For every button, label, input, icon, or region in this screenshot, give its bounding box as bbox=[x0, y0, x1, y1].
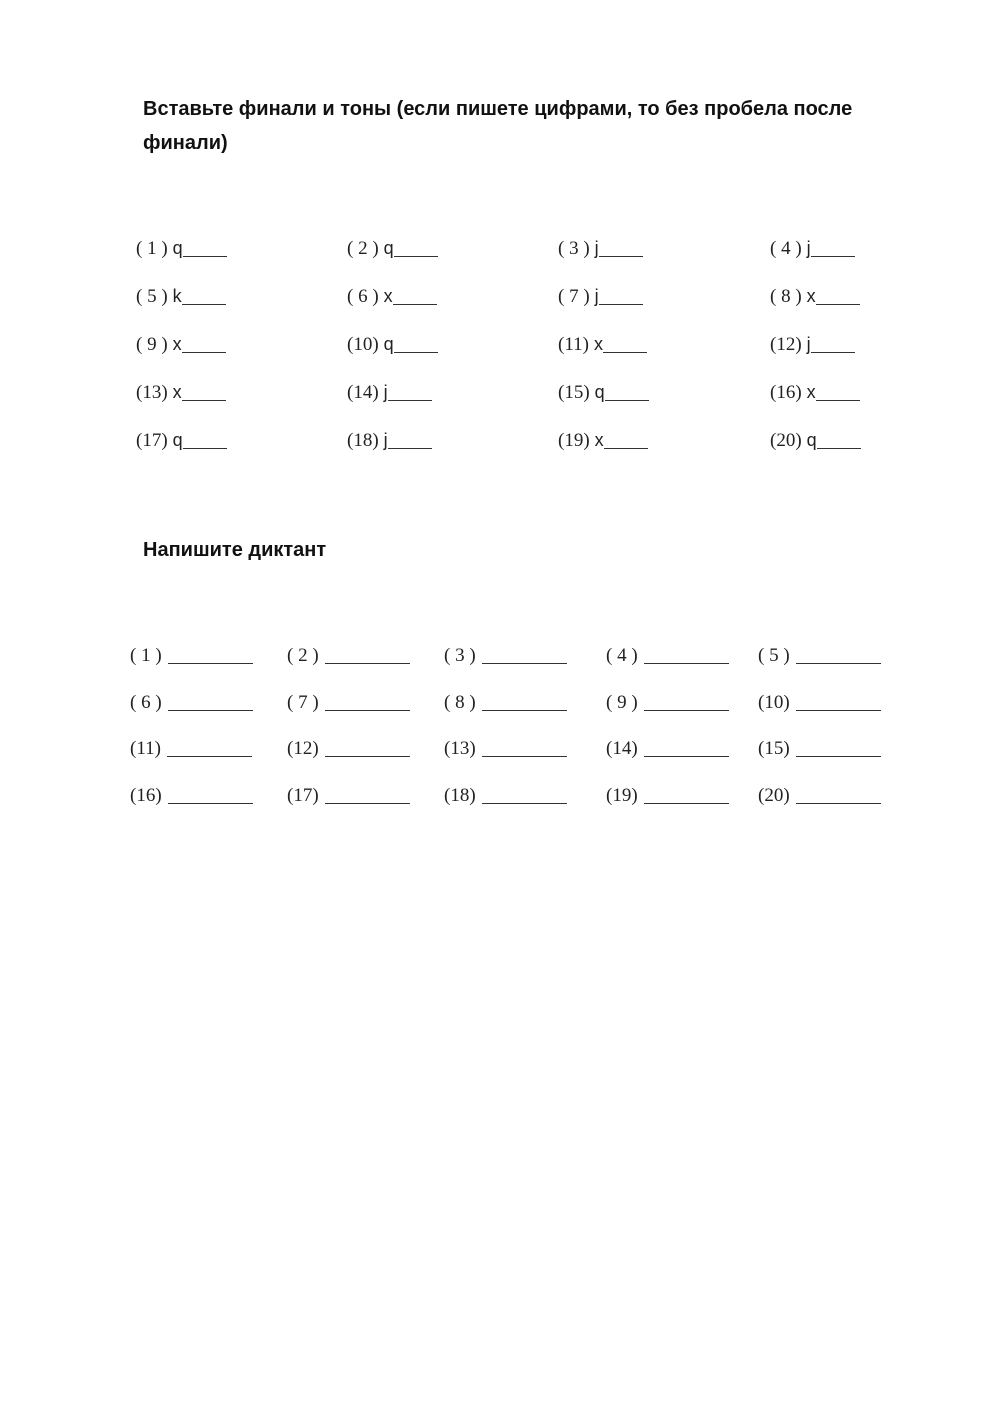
exercise-item bbox=[558, 430, 648, 452]
item-number: ( 7 ) bbox=[558, 286, 590, 307]
initial-letter: j bbox=[383, 430, 388, 450]
exercise-item bbox=[347, 382, 432, 404]
exercise-item bbox=[136, 286, 226, 308]
item-number: (17) bbox=[287, 784, 319, 806]
answer-blank[interactable] bbox=[644, 802, 729, 804]
dictation-item bbox=[444, 692, 567, 714]
exercise-item bbox=[558, 286, 643, 308]
exercise-item bbox=[136, 238, 227, 260]
answer-blank[interactable] bbox=[796, 662, 881, 664]
answer-blank[interactable] bbox=[644, 662, 729, 664]
exercise-item bbox=[770, 286, 860, 308]
item-number: ( 7 ) bbox=[287, 691, 319, 713]
item-number: (19) bbox=[558, 430, 590, 451]
initial-letter: q bbox=[594, 382, 605, 402]
exercise-item bbox=[770, 382, 860, 404]
answer-blank[interactable] bbox=[644, 755, 729, 757]
exercise-item bbox=[347, 334, 438, 356]
dictation-item bbox=[130, 785, 253, 807]
dictation-item bbox=[758, 645, 881, 667]
initial-letter: k bbox=[172, 286, 182, 306]
item-number: ( 1 ) bbox=[130, 645, 162, 666]
answer-blank[interactable] bbox=[604, 447, 648, 449]
exercise-item bbox=[347, 286, 437, 308]
answer-blank[interactable] bbox=[796, 709, 881, 711]
dictation-item bbox=[130, 645, 253, 667]
item-number: ( 9 ) bbox=[136, 334, 168, 355]
initial-letter: x bbox=[593, 334, 603, 354]
item-number: (15) bbox=[758, 738, 790, 759]
item-number: ( 5 ) bbox=[136, 286, 168, 307]
initial-letter: x bbox=[806, 286, 816, 306]
exercise-item bbox=[136, 382, 226, 404]
answer-blank[interactable] bbox=[817, 447, 861, 449]
initial-letter: x bbox=[383, 286, 393, 306]
item-number: ( 1 ) bbox=[136, 238, 168, 259]
answer-blank[interactable] bbox=[811, 351, 855, 353]
answer-blank[interactable] bbox=[811, 255, 855, 257]
answer-blank[interactable] bbox=[644, 709, 729, 711]
exercise-2-heading: Напишите диктант bbox=[143, 539, 327, 561]
answer-blank[interactable] bbox=[599, 303, 643, 305]
answer-blank[interactable] bbox=[393, 303, 437, 305]
initial-letter: j bbox=[594, 286, 599, 306]
answer-blank[interactable] bbox=[599, 255, 643, 257]
answer-blank[interactable] bbox=[796, 802, 881, 804]
answer-blank[interactable] bbox=[325, 709, 410, 711]
initial-letter: j bbox=[383, 382, 388, 402]
answer-blank[interactable] bbox=[183, 255, 227, 257]
item-number: ( 4 ) bbox=[606, 645, 638, 666]
dictation-item bbox=[287, 785, 410, 807]
item-number: (13) bbox=[136, 382, 168, 403]
item-number: (14) bbox=[347, 382, 379, 403]
answer-blank[interactable] bbox=[325, 662, 410, 664]
initial-letter: x bbox=[806, 382, 816, 402]
initial-letter: x bbox=[172, 382, 182, 402]
answer-blank[interactable] bbox=[182, 303, 226, 305]
answer-blank[interactable] bbox=[482, 662, 567, 664]
exercise-item bbox=[770, 238, 855, 260]
answer-blank[interactable] bbox=[168, 709, 253, 711]
initial-letter: x bbox=[594, 430, 604, 450]
initial-letter: q bbox=[172, 238, 183, 258]
item-number: (20) bbox=[770, 430, 802, 451]
item-number: (12) bbox=[287, 738, 319, 759]
dictation-item bbox=[130, 738, 252, 760]
dictation-item bbox=[758, 692, 881, 714]
initial-letter: x bbox=[172, 334, 182, 354]
item-number: ( 8 ) bbox=[444, 691, 476, 713]
exercise-item bbox=[347, 238, 438, 260]
initial-letter: j bbox=[806, 334, 811, 354]
answer-blank[interactable] bbox=[168, 662, 253, 664]
dictation-item bbox=[444, 785, 567, 807]
initial-letter: j bbox=[806, 238, 811, 258]
exercise-item bbox=[770, 430, 861, 452]
item-number: ( 3 ) bbox=[444, 645, 476, 666]
dictation-item bbox=[606, 692, 729, 714]
answer-blank[interactable] bbox=[183, 447, 227, 449]
item-number: (12) bbox=[770, 334, 802, 355]
exercise-item bbox=[558, 334, 647, 356]
item-number: (17) bbox=[136, 430, 168, 451]
item-number: (16) bbox=[130, 784, 162, 806]
dictation-item bbox=[287, 692, 410, 714]
answer-blank[interactable] bbox=[388, 447, 432, 449]
answer-blank[interactable] bbox=[394, 255, 438, 257]
initial-letter: q bbox=[172, 430, 183, 450]
item-number: ( 6 ) bbox=[130, 691, 162, 713]
answer-blank[interactable] bbox=[816, 303, 860, 305]
initial-letter: j bbox=[594, 238, 599, 258]
initial-letter: q bbox=[383, 334, 394, 354]
answer-blank[interactable] bbox=[167, 755, 252, 757]
answer-blank[interactable] bbox=[182, 351, 226, 353]
item-number: (16) bbox=[770, 382, 802, 403]
item-number: ( 9 ) bbox=[606, 691, 638, 713]
item-number: (13) bbox=[444, 738, 476, 759]
item-number: ( 2 ) bbox=[347, 238, 379, 259]
dictation-item bbox=[758, 785, 881, 807]
item-number: ( 8 ) bbox=[770, 286, 802, 307]
dictation-item bbox=[444, 738, 567, 760]
dictation-item bbox=[606, 645, 729, 667]
dictation-item bbox=[130, 692, 253, 714]
item-number: ( 6 ) bbox=[347, 286, 379, 307]
item-number: ( 2 ) bbox=[287, 645, 319, 666]
answer-blank[interactable] bbox=[482, 709, 567, 711]
exercise-item bbox=[558, 382, 649, 404]
answer-blank[interactable] bbox=[388, 399, 432, 401]
item-number: (18) bbox=[444, 784, 476, 806]
answer-blank[interactable] bbox=[816, 399, 860, 401]
answer-blank[interactable] bbox=[325, 802, 410, 804]
exercise-1-heading: Вставьте финали и тоны (если пишете цифрами, то без пробела после финали) bbox=[143, 98, 853, 154]
initial-letter: q bbox=[383, 238, 394, 258]
answer-blank[interactable] bbox=[796, 755, 881, 757]
exercise-item bbox=[136, 334, 226, 356]
exercise-item bbox=[136, 430, 227, 452]
exercise-item bbox=[558, 238, 643, 260]
item-number: (11) bbox=[558, 334, 589, 355]
dictation-item bbox=[606, 738, 729, 760]
item-number: (10) bbox=[347, 334, 379, 355]
item-number: (15) bbox=[558, 382, 590, 403]
item-number: (14) bbox=[606, 738, 638, 759]
item-number: (20) bbox=[758, 784, 790, 806]
item-number: ( 5 ) bbox=[758, 645, 790, 666]
dictation-item bbox=[287, 645, 410, 667]
answer-blank[interactable] bbox=[168, 802, 253, 804]
exercise-item bbox=[347, 430, 432, 452]
answer-blank[interactable] bbox=[182, 399, 226, 401]
dictation-item bbox=[287, 738, 410, 760]
item-number: (19) bbox=[606, 784, 638, 806]
initial-letter: q bbox=[806, 430, 817, 450]
exercise-item bbox=[770, 334, 855, 356]
answer-blank[interactable] bbox=[325, 755, 410, 757]
item-number: ( 4 ) bbox=[770, 238, 802, 259]
answer-blank[interactable] bbox=[394, 351, 438, 353]
item-number: (10) bbox=[758, 691, 790, 713]
dictation-item bbox=[444, 645, 567, 667]
item-number: (11) bbox=[130, 738, 161, 759]
answer-blank[interactable] bbox=[482, 755, 567, 757]
dictation-item bbox=[606, 785, 729, 807]
answer-blank[interactable] bbox=[482, 802, 567, 804]
item-number: ( 3 ) bbox=[558, 238, 590, 259]
item-number: (18) bbox=[347, 430, 379, 451]
dictation-item bbox=[758, 738, 881, 760]
answer-blank[interactable] bbox=[603, 351, 647, 353]
answer-blank[interactable] bbox=[605, 399, 649, 401]
